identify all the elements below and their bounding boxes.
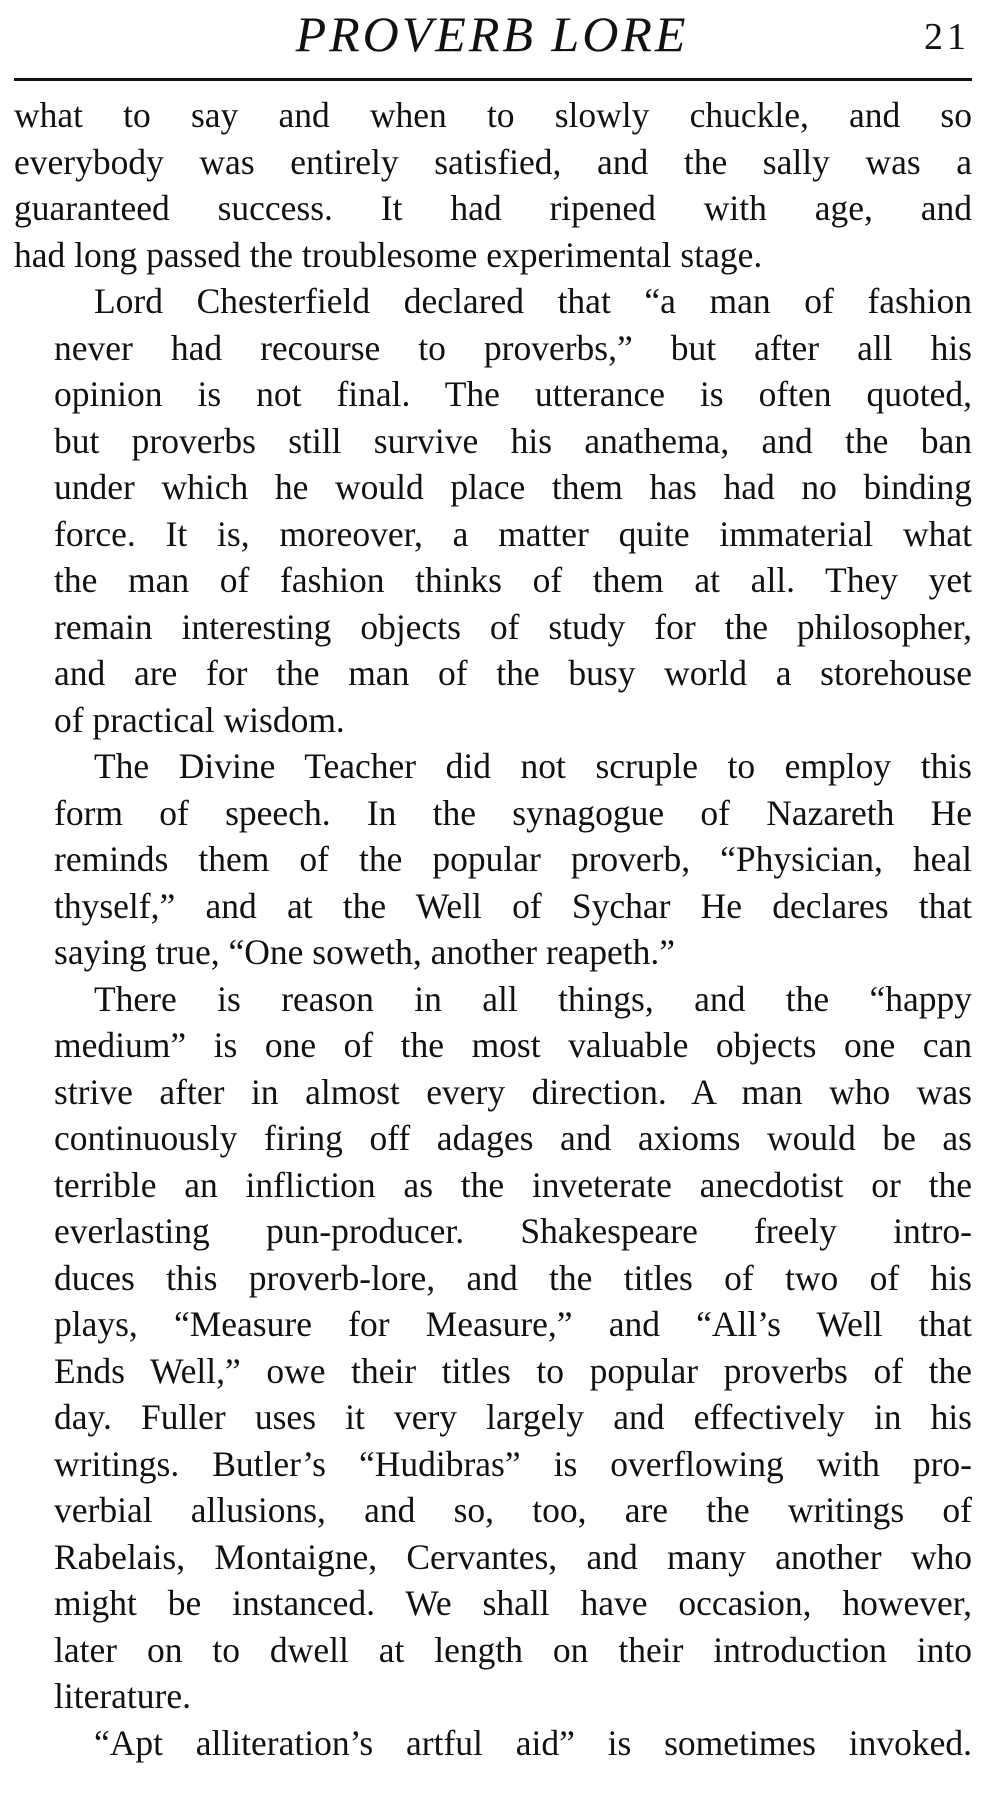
text-line: form of speech. In the synagogue of Nazareth He [54, 792, 972, 833]
text-line: what to say and when to slowly chuckle, and so [14, 95, 972, 135]
text-line: Rabelais, Montaigne, Cervantes, and many another who [54, 1536, 972, 1577]
text-line: writings. Butler’s “Hudibras” is overflowing with pro- [54, 1443, 972, 1484]
paragraph-4 [14, 976, 972, 1720]
paragraph-5 [14, 1720, 972, 1767]
text-line: Ends Well,” owe their titles to popular proverbs of the [54, 1350, 972, 1391]
text-line: remain interesting objects of study for the philosopher, [54, 606, 972, 647]
text-line: had long passed the troublesome experimental stage. [14, 234, 763, 275]
text-line: duces this proverb-lore, and the titles of two of his [54, 1257, 972, 1298]
text-line: strive after in almost every direction. A man who was [54, 1071, 972, 1112]
text-line: reminds them of the popular proverb, “Physician, heal [54, 839, 972, 879]
page-header [14, 0, 970, 72]
text-line: force. It is, moreover, a matter quite immaterial what [54, 513, 972, 554]
text-line: but proverbs still survive his anathema, and the ban [54, 420, 972, 461]
running-title: PROVERB LORE [295, 6, 689, 62]
text-line: saying true, “One soweth, another reapeth.” [54, 932, 676, 972]
text-line: everybody was entirely satisfied, and the sally was a [14, 141, 972, 182]
text-line: “Apt alliteration’s artful aid” is sometimes invoked. [94, 1722, 972, 1763]
text-line: Lord Chesterfield declared that “a man of fashion [94, 281, 972, 321]
text-line: day. Fuller uses it very largely and effectively in his [54, 1397, 972, 1437]
text-line: everlasting pun-producer. Shakespeare freely intro- [54, 1211, 972, 1251]
text-line: thyself,” and at the Well of Sychar He declares that [54, 885, 972, 926]
page-number: 21 [924, 16, 970, 58]
text-line: of practical wisdom. [54, 699, 345, 740]
text-line: the man of fashion thinks of them at all. They yet [54, 560, 972, 600]
text-line: never had recourse to proverbs,” but after all his [54, 327, 972, 368]
paragraph-1 [14, 92, 972, 278]
text-line: medium” is one of the most valuable objects one can [54, 1025, 972, 1065]
text-line: under which he would place them has had no binding [54, 467, 972, 507]
text-line: literature. [54, 1676, 191, 1716]
text-line: The Divine Teacher did not scruple to employ this [94, 746, 972, 786]
text-line: later on to dwell at length on their introduction into [54, 1629, 972, 1670]
text-line: plays, “Measure for Measure,” and “All’s Well that [54, 1304, 972, 1344]
text-line: might be instanced. We shall have occasion, however, [54, 1583, 972, 1623]
text-line: opinion is not final. The utterance is often quoted, [54, 374, 972, 414]
text-line: There is reason in all things, and the “happy [94, 978, 972, 1019]
text-line: and are for the man of the busy world a storehouse [54, 653, 972, 693]
header-rule [14, 78, 972, 81]
text-line: terrible an infliction as the inveterate anecdotist or the [54, 1164, 972, 1205]
text-line: continuously firing off adages and axioms would be as [54, 1118, 972, 1158]
text-line: verbial allusions, and so, too, are the writings of [54, 1490, 972, 1530]
paragraph-3 [14, 743, 972, 976]
body-text [14, 92, 972, 1766]
text-line: guaranteed success. It had ripened with age, and [14, 188, 972, 228]
paragraph-2 [14, 278, 972, 743]
